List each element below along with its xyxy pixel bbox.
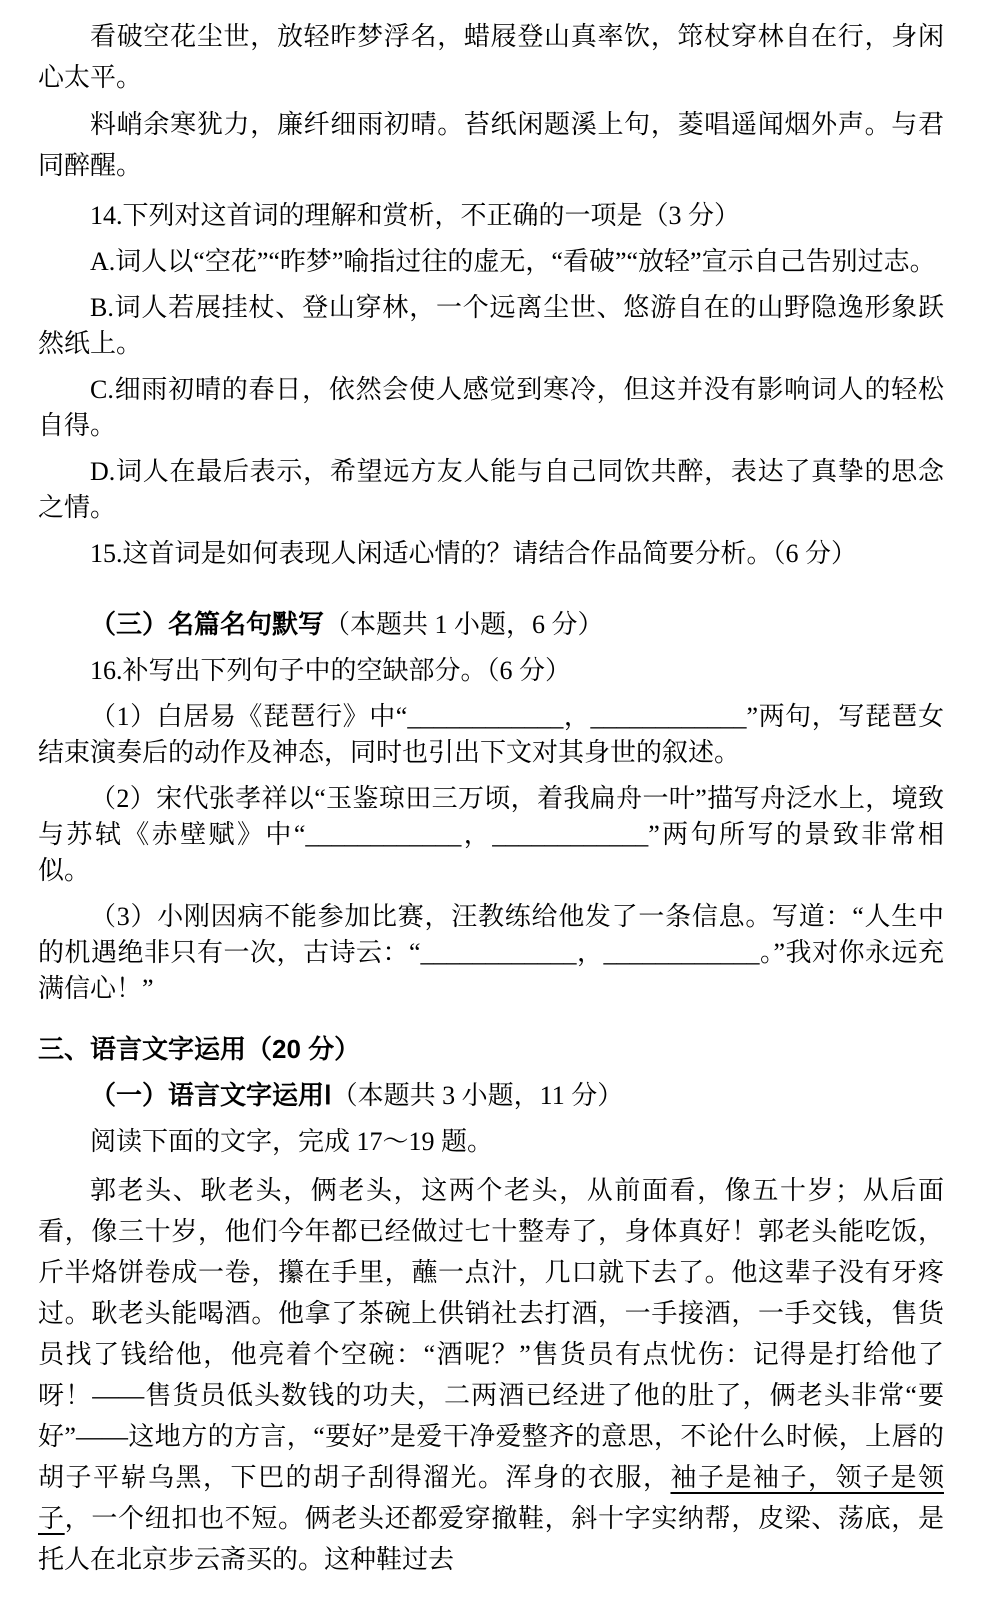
poem-stanza-1: 看破空花尘世，放轻昨梦浮名，蜡屐登山真率饮，筇杖穿林自在行，身闲心太平。: [38, 22, 944, 92]
question-16-item-1: （1）白居易《琵琶行》中“____________，____________”两句，写琵琶女结束演奏后的动作及神态，同时也引出下文对其身世的叙述。: [38, 702, 944, 767]
passage-underlined-text: 袖子是袖子，领子是领子: [38, 1463, 944, 1533]
passage-text: 郭老头、耿老头，俩老头，这两个老头，从前面看，像五十岁；从后面看，像三十岁，他们今年都已经做过七十整寿了，身体真好！郭老头能吃饭，斤半烙饼卷成一卷，攥在手里，蘸一点汁，几口就下去了。他这辈子没有牙疼过。耿老头能喝酒。他拿了茶碗上供销社去打酒，一手接酒，一手交钱，售货员找了钱给他，他亮着个空碗：“酒呢？”售货员有点忧伤：记得是打给他了呀！——售货员低头数钱的功夫，二两酒已经进了他的肚了，俩老头非常“要好”——这地方的方言，“要好”是爱干净爱整齐的意思，不论什么时候，上唇的胡子平崭乌黑，下巴的胡子刮得溜光。浑身的衣服，: [38, 1176, 944, 1492]
question-15: 15.这首词是如何表现人闲适心情的？请结合作品简要分析。（6 分）: [90, 539, 858, 568]
reading-passage: [38, 1170, 944, 1580]
question-14-option-c: C.细雨初晴的春日，依然会使人感觉到寒冷，但这并没有影响词人的轻松自得。: [38, 375, 944, 440]
question-16-item-2: （2）宋代张孝祥以“玉鉴琼田三万顷，着我扁舟一叶”描写舟泛水上，境致与苏轼《赤壁赋》中“____________，____________”两句所写的景致非常相似。: [38, 784, 944, 885]
section-heading-moxie: [38, 606, 944, 643]
section-heading-moxie-title: （三）名篇名句默写: [90, 609, 325, 639]
section-heading-moxie-meta: （本题共 1 小题，6 分）: [324, 610, 604, 639]
poem-stanza-2: 料峭余寒犹力，廉纤细雨初晴。苔纸闲题溪上句，菱唱遥闻烟外声。与君同醉醒。: [38, 110, 944, 180]
subsection-one-meta: （本题共 3 小题，11 分）: [331, 1081, 624, 1110]
question-14-option-b: B.词人若展挂杖、登山穿林，一个远离尘世、悠游自在的山野隐逸形象跃然纸上。: [38, 293, 944, 358]
question-16-stem: 16.补写出下列句子中的空缺部分。（6 分）: [90, 656, 572, 685]
passage-text-continued: ，一个纽扣也不短。俩老头还都爱穿撤鞋，斜十字实纳帮，皮梁、荡底，是托人在北京步云斋买的。这种鞋过去: [38, 1504, 944, 1574]
reading-instruction: 阅读下面的文字，完成 17～19 题。: [90, 1127, 494, 1156]
question-16-item-3: （3）小刚因病不能参加比赛，汪教练给他发了一条信息。写道：“人生中的机遇绝非只有一次，古诗云：“____________，____________。”我对你永远充满信心！”: [38, 902, 944, 1003]
part-three-heading: 三、语言文字运用（20 分）: [38, 1034, 361, 1064]
question-14-option-d: D.词人在最后表示，希望远方友人能与自己同饮共醉，表达了真挚的思念之情。: [38, 457, 944, 522]
subsection-one-heading: [38, 1077, 944, 1114]
subsection-one-title: （一）语言文字运用Ⅰ: [90, 1080, 332, 1110]
question-14-stem: 14.下列对这首词的理解和赏析，不正确的一项是（3 分）: [90, 201, 741, 230]
question-14-option-a: A.词人以“空花”“昨梦”喻指过往的虚无，“看破”“放轻”宣示自己告别过志。: [90, 247, 936, 276]
